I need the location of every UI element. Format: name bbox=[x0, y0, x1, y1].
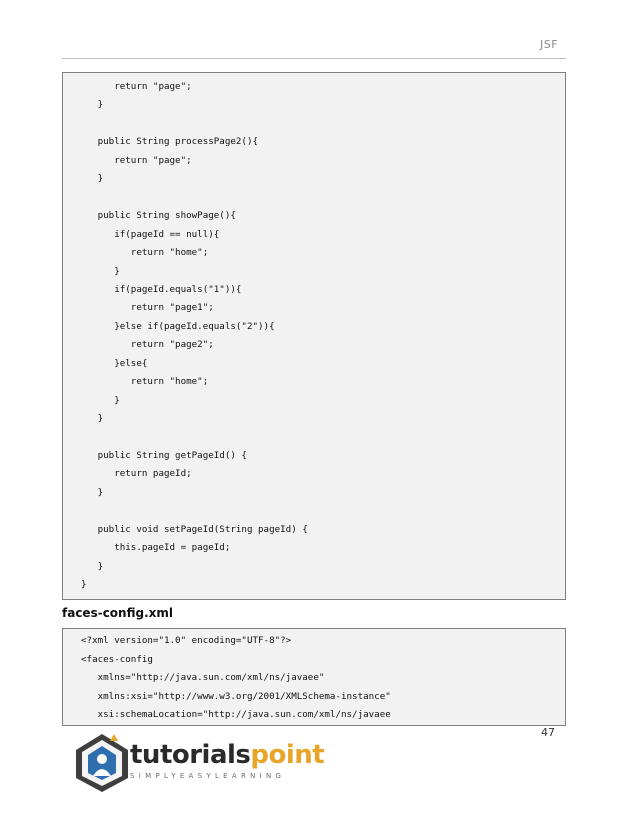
code-block-xml bbox=[62, 628, 566, 726]
code-line: } bbox=[81, 486, 104, 498]
code-line bbox=[63, 431, 565, 445]
code-line: } bbox=[81, 99, 104, 111]
code-line bbox=[63, 117, 565, 131]
code-line: } bbox=[81, 413, 104, 425]
page-number: 47 bbox=[541, 726, 555, 739]
code-line: return pageId; bbox=[81, 468, 192, 480]
code-line: xmlns="http://java.sun.com/xml/ns/javaee" bbox=[81, 672, 325, 684]
logo-wordmark bbox=[130, 740, 324, 770]
code-line: return "page"; bbox=[81, 154, 192, 166]
section-heading: faces-config.xml bbox=[62, 606, 173, 620]
running-header: JSF bbox=[540, 38, 559, 51]
code-block-java bbox=[62, 72, 566, 600]
code-line: if(pageId.equals("1")){ bbox=[81, 283, 242, 295]
code-line: return "page"; bbox=[81, 81, 192, 92]
code-line: public void setPageId(String pageId) { bbox=[81, 523, 308, 535]
code-line: } bbox=[81, 173, 104, 185]
code-line: return "page2"; bbox=[81, 339, 214, 351]
code-line: }else{ bbox=[81, 357, 148, 369]
code-line: public String processPage2(){ bbox=[81, 136, 259, 148]
code-line: public String showPage(){ bbox=[81, 210, 236, 222]
code-line: } bbox=[81, 265, 120, 277]
logo-tagline: SIMPLYEASYLEARNING bbox=[130, 772, 286, 780]
code-line: }else if(pageId.equals("2")){ bbox=[81, 320, 275, 332]
code-line: <?xml version="1.0" encoding="UTF-8"?> bbox=[81, 635, 292, 646]
code-line: this.pageId = pageId; bbox=[81, 542, 231, 554]
logo-word-main: tutorials bbox=[130, 740, 251, 770]
code-line bbox=[63, 191, 565, 205]
code-line: public String getPageId() { bbox=[81, 450, 247, 461]
code-line: return "home"; bbox=[81, 247, 209, 259]
code-line: } bbox=[81, 394, 120, 406]
header-rule bbox=[62, 58, 566, 59]
code-line: } bbox=[81, 560, 104, 572]
code-line: return "home"; bbox=[81, 376, 209, 388]
code-line: return "page1"; bbox=[81, 302, 214, 314]
code-line: xmlns:xsi="http://www.w3.org/2001/XMLSchema-instance" bbox=[81, 690, 391, 702]
code-line: <faces-config bbox=[81, 653, 153, 665]
logo-emblem-icon bbox=[74, 732, 130, 794]
tutorialspoint-logo bbox=[74, 732, 325, 794]
code-line: xsi:schemaLocation="http://java.sun.com/xml/ns/javaee bbox=[81, 709, 391, 721]
code-line: if(pageId == null){ bbox=[81, 228, 220, 240]
code-line: } bbox=[81, 579, 87, 591]
logo-word-accent: point bbox=[250, 740, 325, 770]
code-line bbox=[63, 504, 565, 518]
